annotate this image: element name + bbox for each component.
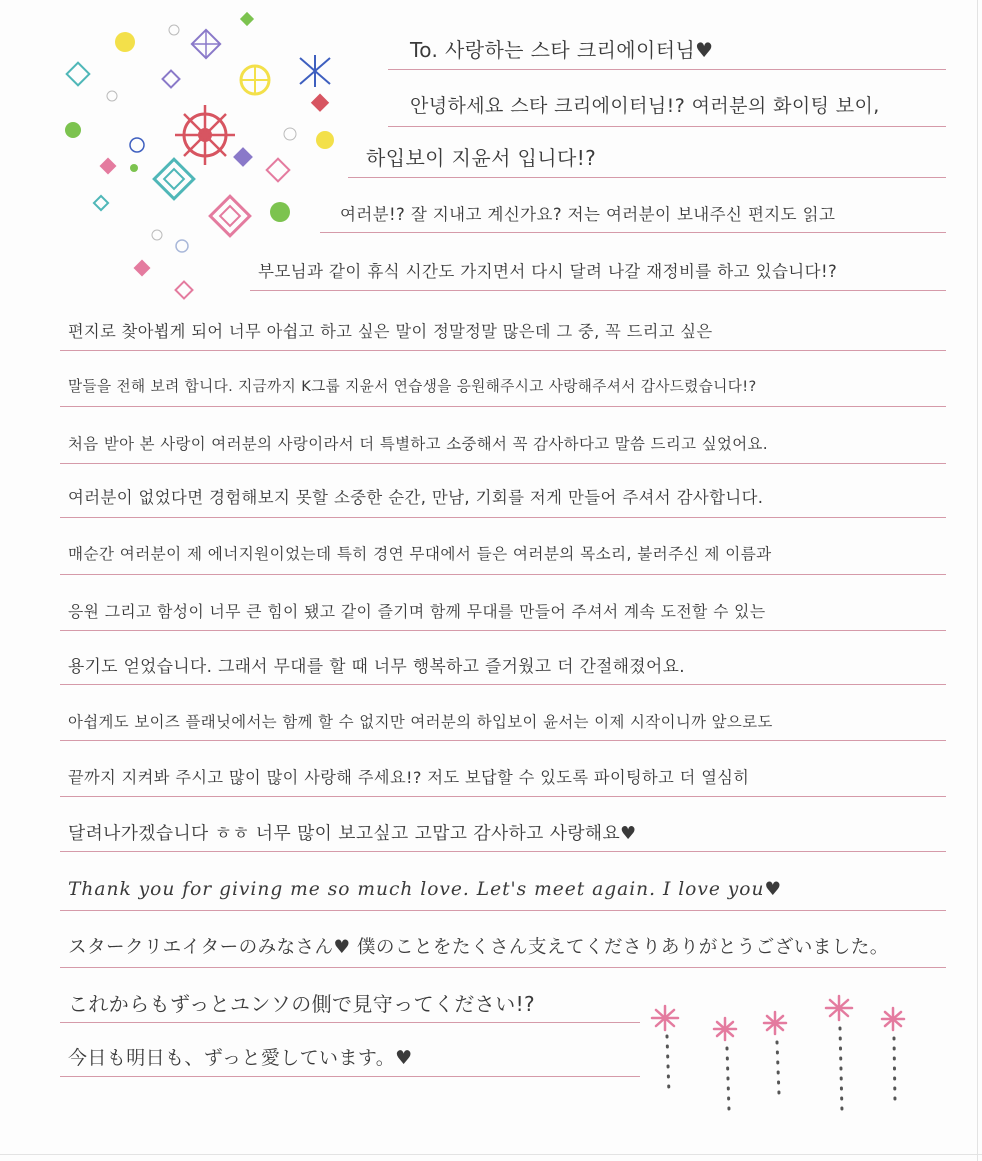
letter-line: 여러분!? 잘 지내고 계신가요? 저는 여러분이 보내주신 편지도 읽고 [340,205,836,224]
letter-line: 편지로 찾아뵙게 되어 너무 아쉽고 하고 싶은 말이 정말정말 많은데 그 중, 꼭 드리고 싶은 [68,322,713,341]
ruled-line [60,350,946,351]
letter-line: To. 사랑하는 스타 크리에이터님♥ [410,38,714,62]
ruled-line [250,290,946,291]
ruled-line [60,1022,640,1023]
ruled-line [60,463,946,464]
page-edge [0,1154,982,1155]
ruled-line [60,851,946,852]
ruled-line [388,69,946,70]
ruled-line [60,910,946,911]
letter-line: 매순간 여러분이 제 에너지원이었는데 특히 경연 무대에서 들은 여러분의 목소리, 불러주신 제 이름과 [68,545,772,563]
ruled-line [348,177,946,178]
letter-line: 말들을 전해 보려 합니다. 지금까지 K그룹 지윤서 연습생을 응원해주시고 사랑해주셔서 감사드렸습니다!? [68,378,757,395]
letter-line-japanese: スタークリエイターのみなさん♥ 僕のことをたくさん支えてくださりありがとうございました。 [68,937,889,958]
ruled-line [388,126,946,127]
ruled-line [60,574,946,575]
page-edge [977,0,978,1161]
ruled-line [60,630,946,631]
confetti-doodle-icon [0,0,360,300]
ruled-line [60,684,946,685]
ruled-line [60,967,946,968]
letter-line: 하입보이 지윤서 입니다!? [366,146,597,170]
letter-line: 부모님과 같이 휴식 시간도 가지면서 다시 달려 나갈 재정비를 하고 있습니다!? [258,262,838,281]
dotted-flower-doodle-icon [640,998,920,1128]
ruled-line [60,1076,640,1077]
ruled-line [60,740,946,741]
letter-line: 안녕하세요 스타 크리에이터님!? 여러분의 화이팅 보이, [410,95,880,117]
ruled-line [60,517,946,518]
ruled-line [320,232,946,233]
letter-line-english: Thank you for giving me so much love. Let's meet again. I love you♥ [68,879,783,900]
letter-line-japanese: これからもずっとユンソの側で見守ってください!? [68,992,536,1016]
letter-line-japanese: 今日も明日も、ずっと愛しています。♥ [68,1047,413,1069]
letter-line: 아쉽게도 보이즈 플래닛에서는 함께 할 수 없지만 여러분의 하입보이 윤서는 이제 시작이니까 앞으로도 [68,713,773,731]
letter-line: 끝까지 지켜봐 주시고 많이 많이 사랑해 주세요!? 저도 보답할 수 있도록 파이팅하고 더 열심히 [68,768,750,787]
letter-line: 달려나가겠습니다 ㅎㅎ 너무 많이 보고싶고 고맙고 감사하고 사랑해요♥ [68,823,637,844]
letter-line: 여러분이 없었다면 경험해보지 못할 소중한 순간, 만남, 기회를 저게 만들어 주셔서 감사합니다. [68,488,764,507]
ruled-line [60,406,946,407]
letter-line: 용기도 얻었습니다. 그래서 무대를 할 때 너무 행복하고 즐거웠고 더 간절해졌어요. [68,656,685,676]
ruled-line [60,796,946,797]
letter-line: 처음 받아 본 사랑이 여러분의 사랑이라서 더 특별하고 소중해서 꼭 감사하다고 말씀 드리고 싶었어요. [68,435,769,453]
letter-line: 응원 그리고 함성이 너무 큰 힘이 됐고 같이 즐기며 함께 무대를 만들어 주셔서 계속 도전할 수 있는 [68,602,766,621]
